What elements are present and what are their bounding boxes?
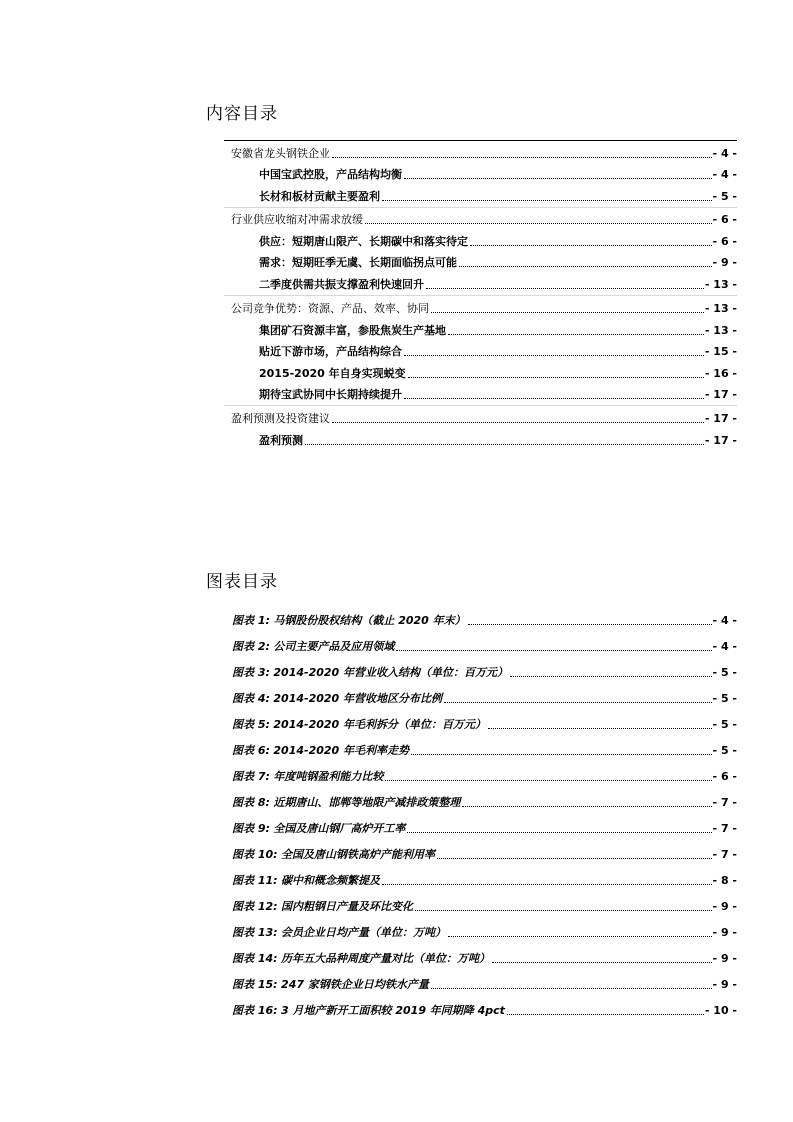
figure-page: - 9 - xyxy=(712,978,737,991)
figures-title: 图表目录 xyxy=(206,572,278,592)
figure-caption: 2014-2020 年毛利率走势 xyxy=(273,744,410,757)
toc-entry[interactable] xyxy=(259,386,737,402)
figure-entry[interactable] xyxy=(232,742,737,758)
figure-caption: 2014-2020 年营收地区分布比例 xyxy=(273,692,443,705)
dot-leader xyxy=(415,910,712,911)
figure-label: 图表 6: xyxy=(232,744,270,757)
toc-entry[interactable] xyxy=(259,254,737,270)
dot-leader xyxy=(404,178,712,179)
dot-leader xyxy=(408,377,704,378)
dot-leader xyxy=(382,200,712,201)
toc-entry[interactable] xyxy=(259,188,737,204)
dot-leader xyxy=(488,728,712,729)
figure-page: - 9 - xyxy=(712,900,737,913)
figure-label: 图表 16: xyxy=(232,1004,278,1017)
dot-leader xyxy=(305,444,704,445)
toc-entry-text: 行业供应收缩对冲需求放缓 xyxy=(231,213,363,226)
figure-entry[interactable] xyxy=(232,846,737,862)
figure-page: - 9 - xyxy=(712,926,737,939)
toc-entry[interactable] xyxy=(259,233,737,249)
figure-page: - 4 - xyxy=(712,614,737,627)
toc-entry-text: 安徽省龙头钢铁企业 xyxy=(231,147,330,160)
figure-page: - 5 - xyxy=(712,666,737,679)
dot-leader xyxy=(448,936,712,937)
toc-entry-text: 中国宝武控股，产品结构均衡 xyxy=(259,168,402,181)
figure-entry[interactable] xyxy=(232,950,737,966)
figure-caption: 全国及唐山钢厂高炉开工率 xyxy=(273,822,406,835)
figure-label: 图表 12: xyxy=(232,900,278,913)
toc-entry-text: 盈利预测 xyxy=(259,434,303,447)
figure-caption: 会员企业日均产量（单位：万吨） xyxy=(281,926,447,939)
dot-leader xyxy=(507,1014,704,1015)
toc-entry-text: 公司竞争优势：资源、产品、效率、协同 xyxy=(231,302,429,315)
figure-caption: 2014-2020 年营业收入结构（单位：百万元） xyxy=(273,666,509,679)
dot-leader xyxy=(462,806,711,807)
figure-entry[interactable] xyxy=(232,690,737,706)
toc-entry-page: - 6 - xyxy=(712,235,737,248)
toc-entry[interactable] xyxy=(231,211,737,227)
figure-entry[interactable] xyxy=(232,664,737,680)
figure-entry[interactable] xyxy=(232,872,737,888)
figure-label: 图表 4: xyxy=(232,692,270,705)
toc-entry-page: - 17 - xyxy=(704,388,737,401)
dot-leader xyxy=(492,962,712,963)
toc-entry[interactable] xyxy=(259,322,737,338)
toc-entry-page: - 16 - xyxy=(704,367,737,380)
toc-entry-text: 2015-2020 年自身实现蜕变 xyxy=(259,367,406,380)
toc-entry[interactable] xyxy=(231,145,737,161)
toc-entry[interactable] xyxy=(259,343,737,359)
toc-entry-page: - 4 - xyxy=(712,147,737,160)
toc-entry-text: 长材和板材贡献主要盈利 xyxy=(259,190,380,203)
toc-entry[interactable] xyxy=(231,300,737,316)
toc-entry-page: - 4 - xyxy=(712,168,737,181)
figure-label: 图表 7: xyxy=(232,770,270,783)
toc-entry-page: - 13 - xyxy=(704,302,737,315)
figure-caption: 247 家钢铁企业日均铁水产量 xyxy=(281,978,429,991)
toc-entry-page: - 5 - xyxy=(712,190,737,203)
figure-page: - 7 - xyxy=(712,796,737,809)
figure-caption: 全国及唐山钢铁高炉产能利用率 xyxy=(281,848,436,861)
figure-label: 图表 9: xyxy=(232,822,270,835)
figure-label: 图表 14: xyxy=(232,952,278,965)
toc-entry-text: 期待宝武协同中长期持续提升 xyxy=(259,388,402,401)
toc-entry-page: - 13 - xyxy=(704,278,737,291)
figure-page: - 5 - xyxy=(712,692,737,705)
dot-leader xyxy=(365,223,712,224)
figure-page: - 9 - xyxy=(712,952,737,965)
figure-entry[interactable] xyxy=(232,768,737,784)
toc-entry-page: - 17 - xyxy=(704,434,737,447)
figure-entry[interactable] xyxy=(232,976,737,992)
dot-leader xyxy=(382,884,712,885)
toc-entry-page: - 17 - xyxy=(704,412,737,425)
dot-leader xyxy=(431,988,712,989)
figure-entry[interactable] xyxy=(232,716,737,732)
dot-leader xyxy=(411,754,712,755)
dot-leader xyxy=(468,624,712,625)
toc-entry-text: 贴近下游市场，产品结构综合 xyxy=(259,345,402,358)
figure-label: 图表 11: xyxy=(232,874,278,887)
toc-entry-page: - 15 - xyxy=(704,345,737,358)
figure-entry[interactable] xyxy=(232,638,737,654)
dot-leader xyxy=(444,702,712,703)
figure-caption: 公司主要产品及应用领域 xyxy=(273,640,395,653)
toc-entry[interactable] xyxy=(231,410,737,426)
figure-caption: 年度吨钢盈利能力比较 xyxy=(273,770,384,783)
figure-caption: 3 月地产新开工面积较 2019 年同期降 4pct xyxy=(281,1004,505,1017)
figure-label: 图表 1: xyxy=(232,614,270,627)
toc-entry-text: 需求：短期旺季无虞、长期面临拐点可能 xyxy=(259,256,457,269)
toc-entry-page: - 9 - xyxy=(712,256,737,269)
dot-leader xyxy=(404,355,704,356)
figure-label: 图表 5: xyxy=(232,718,270,731)
figure-page: - 4 - xyxy=(712,640,737,653)
dot-leader xyxy=(332,157,712,158)
toc-entry[interactable] xyxy=(259,276,737,292)
toc-separator xyxy=(224,405,737,406)
figure-label: 图表 8: xyxy=(232,796,270,809)
figure-page: - 7 - xyxy=(712,822,737,835)
figure-entry[interactable] xyxy=(232,794,737,810)
dot-leader xyxy=(407,832,711,833)
dot-leader xyxy=(396,650,711,651)
toc-separator xyxy=(224,207,737,208)
figure-caption: 马钢股份股权结构（截止 2020 年末） xyxy=(273,614,466,627)
toc-entry-text: 供应：短期唐山限产、长期碳中和落实待定 xyxy=(259,235,468,248)
toc-entry[interactable] xyxy=(259,432,737,448)
figure-label: 图表 10: xyxy=(232,848,278,861)
dot-leader xyxy=(404,398,704,399)
toc-separator xyxy=(224,295,737,296)
figure-label: 图表 2: xyxy=(232,640,270,653)
figure-page: - 5 - xyxy=(712,744,737,757)
dot-leader xyxy=(385,780,711,781)
dot-leader xyxy=(431,312,704,313)
figure-entry[interactable] xyxy=(232,820,737,836)
dot-leader xyxy=(459,266,712,267)
toc-entry-text: 盈利预测及投资建议 xyxy=(231,412,330,425)
figure-entry[interactable] xyxy=(232,898,737,914)
figure-entry[interactable] xyxy=(232,1002,737,1018)
toc-entry[interactable] xyxy=(259,166,737,182)
dot-leader xyxy=(437,858,712,859)
figure-label: 图表 3: xyxy=(232,666,270,679)
dot-leader xyxy=(448,334,704,335)
toc-entry-text: 二季度供需共振支撑盈利快速回升 xyxy=(259,278,424,291)
dot-leader xyxy=(510,676,712,677)
dot-leader xyxy=(470,245,712,246)
figure-caption: 历年五大品种周度产量对比（单位：万吨） xyxy=(281,952,491,965)
figure-page: - 10 - xyxy=(704,1004,737,1017)
figure-page: - 8 - xyxy=(712,874,737,887)
toc-entry-text: 集团矿石资源丰富，参股焦炭生产基地 xyxy=(259,324,446,337)
figure-entry[interactable] xyxy=(232,924,737,940)
figure-caption: 国内粗钢日产量及环比变化 xyxy=(281,900,414,913)
dot-leader xyxy=(332,422,704,423)
figure-page: - 7 - xyxy=(712,848,737,861)
figure-label: 图表 13: xyxy=(232,926,278,939)
dot-leader xyxy=(426,288,704,289)
toc-entry-page: - 13 - xyxy=(704,324,737,337)
figure-caption: 碳中和概念频繁提及 xyxy=(281,874,381,887)
figure-entry[interactable] xyxy=(232,612,737,628)
figure-caption: 2014-2020 年毛利拆分（单位：百万元） xyxy=(273,718,487,731)
figure-caption: 近期唐山、邯郸等地限产减排政策整理 xyxy=(273,796,461,809)
figure-page: - 5 - xyxy=(712,718,737,731)
figure-label: 图表 15: xyxy=(232,978,278,991)
toc-top-rule xyxy=(224,140,737,141)
figure-page: - 6 - xyxy=(712,770,737,783)
toc-entry-page: - 6 - xyxy=(712,213,737,226)
toc-entry[interactable] xyxy=(259,365,737,381)
toc-title: 内容目录 xyxy=(206,104,278,124)
